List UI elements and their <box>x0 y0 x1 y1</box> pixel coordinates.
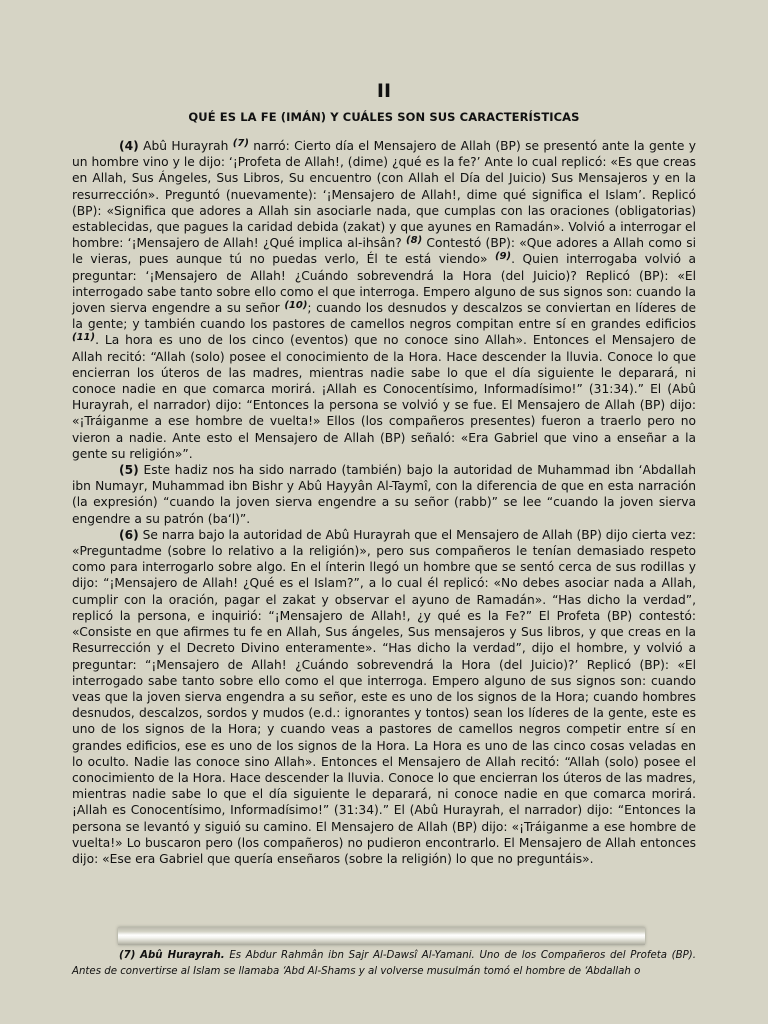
paragraph-number: (5) <box>119 463 139 478</box>
chapter-number: II <box>376 80 392 102</box>
paragraph-text: . La hora es uno de los cinco (eventos) que no conoce sino Allah». Entonces el Mensajero de Allah recitó: “Allah (solo) posee el conocimiento de la Hora. Hace descender la lluvia. Conoce lo que encierran los úteros de las madres, mientras nadie sabe lo que el día siguiente le deparará, ni conoce nadie en que comarca morirá. ¡Allah es Conocentísimo, Informadísimo!” (31:34).” El (Abû Hurayrah, el narrador) dijo: “Entonces la persona se volvió y se fue. El Mensajero de Allah (BP) dijo: «¡Tráiganme a ese hombre de vuelta!» Ellos (los compañeros presentes) fueron a traerlo pero no vieron a nadie. Ante esto el Mensajero de Allah (BP) señaló: «Era Gabriel que vino a enseñar a la gente su religión»”. <box>72 333 696 461</box>
paragraph-number: (6) <box>119 527 139 542</box>
paragraph-text: Este hadiz nos ha sido narrado (también) bajo la autoridad de Muhammad ibn ‘Abdallah ibn Numayr, Muhammad ibn Bishr y Abû Hayyân Al-Taymî, con la diferencia de que en esta narración (la expresión) “cuando la joven sierva engendre a su señor (rabb)” se lee “cuando la joven sierva engendre a su patrón (ba‘l)”. <box>72 463 696 526</box>
paragraph-text: Se narra bajo la autoridad de Abû Hurayrah que el Mensajero de Allah (BP) dijo cierta vez: «Preguntadme (sobre lo relativo a la religión)», pero sus compañeros le tenían demasiado respeto como para interrogarlo sobre algo. En el ínterin llegó un hombre que se sentó cerca de sus rodillas y dijo: “¡Mensajero de Allah! ¿Qué es el Islam?”, a lo cual él replicó: «No debes asociar nada a Allah, cumplir con la oración, pagar el zakat y observar el ayuno de Ramadán». “Has dicho la verdad”, replicó la persona, e inquirió: “¡Mensajero de Allah!, ¿y qué es la Fe?” El Profeta (BP) contestó: «Consiste en que afirmes tu fe en Allah, Sus ángeles, Sus mensajeros y Sus libros, y que creas en la Resurrección y el Decreto Divino enteramente». “Has dicho la verdad”, dijo el hombre, y volvió a preguntar: “¡Mensajero de Allah! ¿Cuándo sobrevendrá la Hora (del Juicio)?’ Replicó (BP): «El interrogado sabe tanto sobre ello como el que interroga. Empero alguno de sus signos son: cuando veas que la joven sierva engendra a su señor, este es uno de los signos de la Hora; cuando hombres desnudos, descalzos, sordos y mudos (e.d.: ignorantes y tontos) sean los líderes de la gente, este es uno de los signos de la Hora; y cuando veas a pastores de camellos negros competir entre sí en grandes edificios, ese es uno de los signos de la Hora. La Hora es uno de las cinco cosas veladas en lo oculto. Nadie las conoce sino Allah». Entonces el Mensajero de Allah recitó: “Allah (solo) posee el conocimiento de la Hora. Hace descender la lluvia. Conoce lo que encierran los úteros de las madres, mientras nadie sabe lo que el día siguiente le deparará, ni conoce nadie en que comarca morirá. ¡Allah es Conocentísimo, Informadísimo!” (31:34).” El (Abû Hurayrah, el narrador) dijo: “Entonces la persona se levantó y siguió su camino. El Mensajero de Allah (BP) dijo: «¡Tráiganme a ese hombre de vuelta!» Lo buscaron pero (los compañeros) no pudieron encontrarlo. El Mensajero de Allah entonces dijo: «Ese era Gabriel que quería enseñaros (sobre la religión) lo que no preguntáis». <box>72 527 696 866</box>
paragraph-4 <box>72 138 696 462</box>
footnote-ref[interactable]: (10) <box>284 300 308 312</box>
paragraph-number: (4) <box>119 139 139 153</box>
paragraph-text: ; cuando los desnudos y descalzos se conviertan en líderes de la gente; y también cuando los pastores de camellos negros compitan entre sí en grandes edificios <box>72 301 697 332</box>
paragraph-6 <box>72 527 696 867</box>
footnote-ref[interactable]: (9) <box>494 251 512 263</box>
footnote <box>72 948 696 980</box>
footnote-separator <box>118 927 645 945</box>
footnote-text: Es Abdur Rahmân ibn Sajr Al-Dawsî Al-Yamani. Uno de los Compañeros del Profeta (BP). Antes de convertirse al Islam se llamaba ‘Abd Al-Shams y al volverse musulmán tomó el hombre de ‘Abdallah o <box>72 950 696 977</box>
paragraph-text: Abû Hurayrah <box>143 139 233 153</box>
chapter-title: QUÉ ES LA FE (IMÁN) Y CUÁLES SON SUS CARACTERÍSTICAS <box>188 110 580 124</box>
paragraph-5 <box>72 462 696 527</box>
footnote-marker: (7) <box>119 950 136 961</box>
footnote-ref[interactable]: (11) <box>72 332 96 344</box>
paragraph-text: . Quien interrogaba volvió a preguntar: ‘¡Mensajero de Allah! ¿Cuándo sobrevendrá la Hora (del Juicio)? Replicó (BP): «El interrogado sabe tanto sobre ello como el que interroga. Empero alguno de sus signos son: cuando la joven sierva engendre a su señor <box>72 252 697 316</box>
paragraph-text: narró: Cierto día el Mensajero de Allah (BP) se presentó ante la gente y un hombre vino y le dijo: ‘¡Profeta de Allah!, (dime) ¿qué es la fe?’ Ante lo cual replicó: «Es que creas en Allah, Sus Ángeles, Sus Libros, Su encuentro (con Allah el Día del Juicio) Sus Mensajeros y en la resurrección». Preguntó (nuevamente): ‘¡Mensajero de Allah!, dime qué significa el Islam’. Replicó (BP): «Significa que adores a Allah sin asociarle nada, que cumplas con las oraciones (obligatorias) establecidas, que pagues la caridad debida (zakat) y que ayunes en Ramadán». Volvió a interrogar el hombre: ‘¡Mensajero de Allah! ¿Qué implica al-ihsân? <box>72 139 696 251</box>
document-page <box>72 80 696 867</box>
paragraph-text: Contestó (BP): «Que adores a Allah como si le vieras, pues aunque tú no puedas verlo, Él te está viendo» <box>72 236 696 267</box>
footnote-term: Abû Hurayrah. <box>140 950 225 961</box>
footnote-ref[interactable]: (8) <box>406 235 423 247</box>
footnote-ref[interactable]: (7) <box>232 138 249 149</box>
